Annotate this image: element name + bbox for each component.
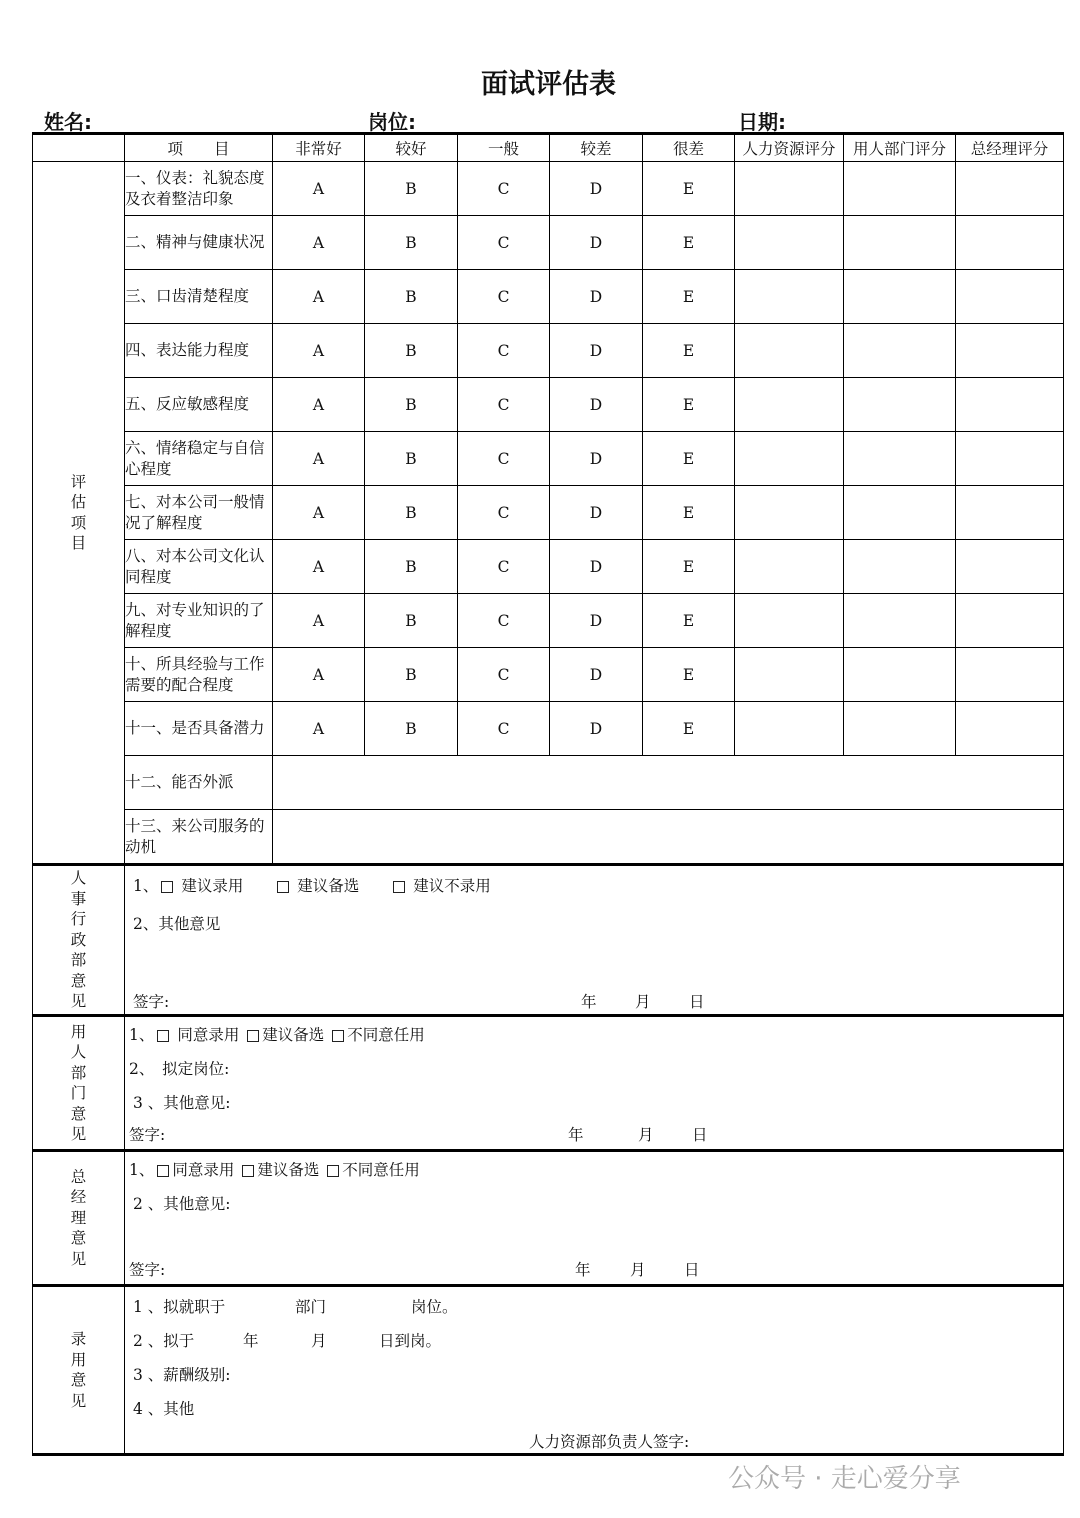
month-label: 月 [630,1261,646,1279]
start-date-label: 2 、拟于 [133,1332,195,1350]
grade-option-b[interactable]: B [365,486,458,540]
item-label: 十、所具经验与工作需要的配合程度 [125,648,273,702]
grade-option-a[interactable]: A [273,324,365,378]
gm-score-cell[interactable] [956,162,1064,216]
hr-score-cell[interactable] [735,324,844,378]
dept-unit-label: 部门 [295,1298,327,1316]
gm-score-cell[interactable] [956,540,1064,594]
evaluation-table [32,132,1064,1456]
hr-score-cell[interactable] [735,216,844,270]
hire-opinion-content[interactable] [125,1286,1064,1455]
dept-score-cell[interactable] [844,594,956,648]
grade-option-d[interactable]: D [550,594,643,648]
dept-score-cell[interactable] [844,270,956,324]
grade-option-c[interactable]: C [458,216,550,270]
hire-dept-label: 1 、拟就职于 [133,1298,226,1316]
signature-label: 签字: [133,993,170,1011]
line-number: 1、 [129,1161,155,1179]
gm-score-cell[interactable] [956,702,1064,756]
grade-option-d[interactable]: D [550,216,643,270]
grade-option-c[interactable]: C [458,270,550,324]
dept-opinion-content[interactable] [125,1016,1064,1151]
grade-option-e[interactable]: E [643,432,735,486]
hire-opinion [33,1286,1064,1455]
disagree-checkbox[interactable] [327,1165,339,1177]
option-label: 同意录用 [172,1161,235,1179]
position-label: 岗位: [368,110,416,134]
option-label: 建议不录用 [413,877,491,895]
grade-option-e[interactable]: E [643,216,735,270]
gm-opinion-content[interactable] [125,1151,1064,1286]
agree-hire-checkbox[interactable] [157,1165,169,1177]
grade-option-c[interactable]: C [458,702,550,756]
grade-option-c[interactable]: C [458,378,550,432]
grade-option-b[interactable]: B [365,648,458,702]
evaluation-row [33,324,1064,378]
dept-score-cell[interactable] [844,216,956,270]
gm-score-cell[interactable] [956,270,1064,324]
hr-score-cell[interactable] [735,486,844,540]
option-label: 同意录用 [177,1026,240,1044]
salary-level-label: 3 、薪酬级别: [133,1366,231,1384]
line-number: 1、 [133,877,159,895]
other-label: 4 、其他 [133,1400,195,1418]
grade-option-b[interactable]: B [365,378,458,432]
evaluation-row [33,378,1064,432]
grade-option-a[interactable]: A [273,648,365,702]
hr-score-cell[interactable] [735,648,844,702]
item-label: 八、对本公司文化认同程度 [125,540,273,594]
grade-option-c[interactable]: C [458,594,550,648]
item-label: 五、反应敏感程度 [125,378,273,432]
proposed-position-label: 2、 拟定岗位: [129,1060,230,1078]
evaluation-row [33,486,1064,540]
other-opinion-label: 2 、其他意见: [133,1195,231,1213]
suggest-backup-checkbox[interactable] [242,1165,254,1177]
grade-option-e[interactable]: E [643,162,735,216]
suggest-backup-checkbox[interactable] [247,1030,259,1042]
hr-score-cell[interactable] [735,378,844,432]
option-label: 建议录用 [181,877,244,895]
col-hr-score-header: 人力资源评分 [735,134,844,162]
grade-option-a[interactable]: A [273,486,365,540]
section-label: 人事行政部意见 [70,869,87,1011]
option-label: 不同意任用 [347,1026,425,1044]
grade-option-c[interactable]: C [458,432,550,486]
dept-score-cell[interactable] [844,486,956,540]
item-label: 四、表达能力程度 [125,324,273,378]
month-label: 月 [638,1126,654,1144]
other-opinion-label: 3 、其他意见: [133,1094,231,1112]
item-label: 十二、能否外派 [125,756,273,810]
grade-option-a[interactable]: A [273,216,365,270]
item-label: 十三、来公司服务的动机 [125,810,273,865]
evaluation-row [33,594,1064,648]
hr-score-cell[interactable] [735,540,844,594]
extra-evaluation-row [33,756,1064,810]
col-very-poor-header: 很差 [643,134,735,162]
hr-opinion-content[interactable] [125,865,1064,1016]
item-label: 一、仪表：礼貌态度及衣着整洁印象 [125,162,273,216]
grade-option-d[interactable]: D [550,432,643,486]
gm-score-cell[interactable] [956,432,1064,486]
evaluation-row [33,432,1064,486]
extra-evaluation-row [33,810,1064,865]
grade-option-a[interactable]: A [273,162,365,216]
grade-option-a[interactable]: A [273,540,365,594]
evaluation-row [33,540,1064,594]
dept-opinion-label-cell [33,1016,125,1151]
recommend-reject-checkbox[interactable] [393,881,405,893]
gm-score-cell[interactable] [956,486,1064,540]
item-label: 二、精神与健康状况 [125,216,273,270]
year-label: 年 [243,1332,259,1350]
gm-score-cell[interactable] [956,378,1064,432]
other-opinion-label: 2、其他意见 [133,915,221,933]
day-label: 日 [684,1261,700,1279]
grade-option-a[interactable]: A [273,432,365,486]
position-unit-label: 岗位。 [411,1298,458,1316]
grade-option-e[interactable]: E [643,378,735,432]
evaluation-row [33,270,1064,324]
grade-option-b[interactable]: B [365,594,458,648]
year-label: 年 [568,1126,584,1144]
item-label: 六、情绪稳定与自信心程度 [125,432,273,486]
hr-score-cell[interactable] [735,594,844,648]
signature-label: 签字: [129,1261,166,1279]
section-label: 评估项目 [70,472,87,552]
grade-option-e[interactable]: E [643,486,735,540]
watermark: 公众号 · 走心爱分享 [728,1464,961,1494]
grade-option-b[interactable]: B [365,324,458,378]
col-item-header: 项 目 [125,134,273,162]
grade-option-d[interactable]: D [550,486,643,540]
dept-score-cell[interactable] [844,324,956,378]
item-label: 九、对专业知识的了解程度 [125,594,273,648]
grade-option-c[interactable]: C [458,162,550,216]
grade-option-d[interactable]: D [550,162,643,216]
option-label: 不同意任用 [342,1161,420,1179]
recommend-hire-checkbox[interactable] [161,881,173,893]
day-label: 日 [692,1126,708,1144]
col-very-good-header: 非常好 [273,134,365,162]
gm-opinion-label-cell [33,1151,125,1286]
grade-option-d[interactable]: D [550,324,643,378]
option-label: 建议备选 [262,1026,325,1044]
hr-head-signature-label: 人力资源部负责人签字: [529,1433,690,1451]
year-label: 年 [575,1261,591,1279]
agree-hire-checkbox[interactable] [157,1030,169,1042]
grade-option-e[interactable]: E [643,594,735,648]
grade-option-d[interactable]: D [550,648,643,702]
section-label: 用人部门意见 [70,1022,87,1143]
day-label: 日到岗。 [379,1332,442,1350]
line-number: 1、 [129,1026,155,1044]
eval-section-cell [33,162,125,865]
hr-score-cell[interactable] [735,432,844,486]
grade-option-c[interactable]: C [458,324,550,378]
item-label: 三、口齿清楚程度 [125,270,273,324]
grade-option-c[interactable]: C [458,486,550,540]
dept-score-cell[interactable] [844,162,956,216]
date-label: 日期: [738,110,786,134]
gm-score-cell[interactable] [956,324,1064,378]
grade-option-b[interactable]: B [365,216,458,270]
recommend-backup-checkbox[interactable] [277,881,289,893]
grade-option-a[interactable]: A [273,594,365,648]
grade-option-d[interactable]: D [550,270,643,324]
col-gm-score-header: 总经理评分 [956,134,1064,162]
grade-option-d[interactable]: D [550,540,643,594]
section-label: 总经理意见 [70,1167,87,1268]
grade-option-e[interactable]: E [643,540,735,594]
grade-option-a[interactable]: A [273,378,365,432]
dept-score-cell[interactable] [844,540,956,594]
grade-option-c[interactable]: C [458,648,550,702]
grade-option-b[interactable]: B [365,432,458,486]
year-label: 年 [581,993,597,1011]
grade-option-e[interactable]: E [643,702,735,756]
grade-option-e[interactable]: E [643,270,735,324]
hr-opinion-label-cell [33,865,125,1016]
corner-cell [33,134,125,162]
grade-option-d[interactable]: D [550,702,643,756]
evaluation-row [33,216,1064,270]
col-average-header: 一般 [458,134,550,162]
dept-score-cell[interactable] [844,702,956,756]
evaluation-row [33,702,1064,756]
gm-score-cell[interactable] [956,648,1064,702]
dept-score-cell[interactable] [844,648,956,702]
month-label: 月 [311,1332,327,1350]
name-label: 姓名: [44,110,92,134]
col-poor-header: 较差 [550,134,643,162]
item-label: 七、对本公司一般情况了解程度 [125,486,273,540]
extra-answer-cell[interactable] [273,810,1064,865]
dept-opinion [33,1016,1064,1151]
disagree-checkbox[interactable] [332,1030,344,1042]
extra-answer-cell[interactable] [273,756,1064,810]
hr-opinion [33,865,1064,1016]
month-label: 月 [635,993,651,1011]
grade-option-e[interactable]: E [643,648,735,702]
gm-score-cell[interactable] [956,216,1064,270]
option-label: 建议备选 [257,1161,320,1179]
hr-score-cell[interactable] [735,270,844,324]
grade-option-a[interactable]: A [273,270,365,324]
grade-option-b[interactable]: B [365,162,458,216]
col-good-header: 较好 [365,134,458,162]
item-label: 十一、是否具备潜力 [125,702,273,756]
gm-opinion [33,1151,1064,1286]
dept-score-cell[interactable] [844,378,956,432]
hr-score-cell[interactable] [735,702,844,756]
grade-option-c[interactable]: C [458,540,550,594]
gm-score-cell[interactable] [956,594,1064,648]
grade-option-b[interactable]: B [365,270,458,324]
grade-option-d[interactable]: D [550,378,643,432]
option-label: 建议备选 [297,877,360,895]
grade-option-b[interactable]: B [365,540,458,594]
day-label: 日 [689,993,705,1011]
evaluation-row [33,162,1064,216]
grade-option-a[interactable]: A [273,702,365,756]
section-label: 录用意见 [70,1330,87,1410]
grade-option-e[interactable]: E [643,324,735,378]
evaluation-row [33,648,1064,702]
hire-opinion-label-cell [33,1286,125,1455]
grade-option-b[interactable]: B [365,702,458,756]
signature-label: 签字: [129,1126,166,1144]
form-title: 面试评估表 [481,69,616,100]
col-dept-score-header: 用人部门评分 [844,134,956,162]
hr-score-cell[interactable] [735,162,844,216]
dept-score-cell[interactable] [844,432,956,486]
